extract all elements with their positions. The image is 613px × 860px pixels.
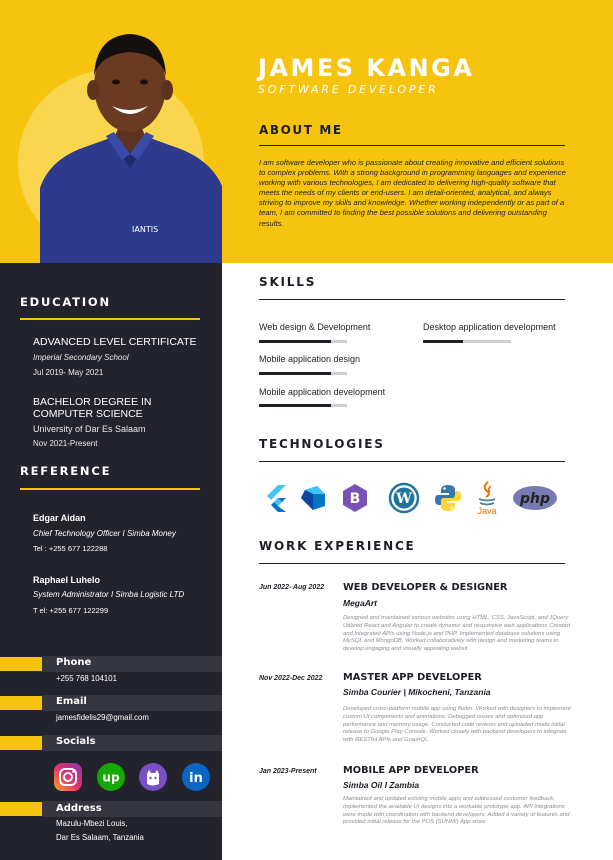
svg-text:IANTIS: IANTIS — [132, 225, 159, 234]
work-description: Designed and maintained various websites using HTML, CSS, JavaScript, and JQuery Utilized React and Angular to create dynamic and responsive web applications Created and integrated APIs using Node.js and PHP. Implemented database solutions using MySQL and MongoDB. Worked collaboratively with design and marketing teams to develop engaging and visually appealing websit — [343, 615, 571, 653]
reference-name: Raphael Luhelo — [33, 575, 101, 585]
reference-heading: REFERENCE — [20, 464, 112, 478]
reference-name: Edgar Aidan — [33, 513, 86, 523]
education-heading: EDUCATION — [20, 295, 111, 309]
wordpress-icon — [387, 478, 421, 518]
education-item-period: Nov 2021-Present — [33, 439, 98, 448]
skill-bar — [259, 404, 347, 407]
socials-heading: Socials — [56, 736, 96, 747]
job-title: SOFTWARE DEVELOPER — [258, 83, 439, 96]
svg-text:in: in — [189, 771, 203, 786]
php-icon — [511, 478, 559, 518]
java-label: Java — [477, 505, 497, 516]
work-role: MOBILE APP DEVELOPER — [343, 765, 479, 776]
instagram-icon[interactable] — [53, 762, 83, 792]
reference-role: Chief Technology Officer I Simba Money — [33, 529, 176, 538]
skill-label: Desktop application development — [423, 322, 556, 332]
reference-tel: Tel : +255 677 122288 — [33, 544, 108, 553]
svg-text:B: B — [349, 491, 361, 507]
github-icon[interactable] — [138, 762, 168, 792]
flutter-icon — [262, 478, 290, 518]
skills-heading: SKILLS — [259, 275, 317, 289]
education-item-school: Imperial Secondary School — [33, 353, 129, 362]
work-divider — [259, 563, 565, 564]
education-item-school: University of Dar Es Salaam — [33, 424, 146, 434]
work-role: WEB DEVELOPER & DESIGNER — [343, 582, 508, 593]
skill-label: Mobile application design — [259, 354, 361, 364]
email-value[interactable]: jamesfidelis29@gmail.com — [56, 713, 149, 722]
phone-heading: Phone — [56, 657, 92, 668]
bootstrap-icon — [338, 478, 372, 518]
svg-text:W: W — [396, 491, 412, 507]
python-icon — [432, 478, 464, 518]
work-description: Developed cross-platform mobile app using flutter. Worked with designers to implement custom UI components and animations. Debugged issues and optimized app performance and memory usage. Conducted code reviews and uploaded mode initial release to Google Play Console. Worked closely with backend developers to integrate with RESTful APIs and GraphQL. — [343, 706, 571, 744]
technologies-heading: TECHNOLOGIES — [259, 437, 385, 451]
reference-role: System Administrator I Simba Logistic LTD — [33, 590, 185, 599]
education-item-title: BACHELOR DEGREE IN COMPUTER SCIENCE — [33, 396, 152, 420]
socials-marker — [0, 736, 42, 750]
person-name: JAMES KANGA — [258, 54, 475, 82]
address-heading: Address — [56, 803, 102, 814]
work-company: Simba Courier | Mikocheni, Tanzania — [343, 687, 491, 697]
work-date: Jan 2023-Present — [259, 768, 317, 775]
dart-icon — [298, 478, 328, 518]
java-icon — [473, 478, 501, 518]
work-description: Maintained and updated existing mobile apps and addressed customer feedback. Implemented the available UI designs into a workable prototype app. API integrations were made with coordination with backend developers. Added a variety of features and provided initial release for the POS (SUNMI) App store. — [343, 796, 570, 826]
email-marker — [0, 696, 42, 710]
education-item-period: Jul 2019- May 2021 — [33, 368, 104, 377]
work-heading: WORK EXPERIENCE — [259, 539, 416, 553]
work-company: MegaArt — [343, 598, 378, 608]
header — [0, 0, 613, 263]
work-date: Jun 2022- Aug 2022 — [259, 584, 325, 591]
work-role: MASTER APP DEVELOPER — [343, 672, 482, 683]
address-line: Mazulu-Mbezi Louis, — [56, 819, 128, 828]
about-heading: ABOUT ME — [259, 123, 343, 137]
upwork-icon[interactable] — [96, 762, 126, 792]
address-line: Dar Es Salaam, Tanzania — [56, 833, 144, 842]
phone-value[interactable]: +255 768 104101 — [56, 674, 117, 683]
phone-marker — [0, 657, 42, 671]
address-marker — [0, 802, 42, 816]
technologies-divider — [259, 461, 565, 462]
about-text: I am software developer who is passionate about creating innovative and efficient solutions to complex problems. With a strong background in programming languages and experience working with various technologies, I am dedicated to delivering high-quality software that meets the needs of my clients or end-users. I am detail-oriented, analytical, and always striving to improve my skills and knowledge. Whether working independently or as part of a team, I am committed to finding the best possible solutions and delivering outstanding results. — [259, 158, 566, 228]
education-divider — [20, 318, 200, 320]
svg-text:php: php — [519, 491, 551, 507]
about-divider — [259, 145, 565, 146]
profile-photo — [40, 18, 222, 263]
skill-bar — [423, 340, 511, 343]
skills-divider — [259, 299, 565, 300]
skill-bar — [259, 372, 347, 375]
education-item-title: ADVANCED LEVEL CERTIFICATE — [33, 336, 197, 348]
skill-bar — [259, 340, 347, 343]
email-heading: Email — [56, 696, 87, 707]
svg-text:up: up — [102, 770, 120, 785]
reference-tel: T el: +255 677 122299 — [33, 606, 109, 615]
reference-divider — [20, 488, 200, 490]
work-company: Simba Oil I Zambia — [343, 780, 420, 790]
work-date: Nov 2022-Dec 2022 — [259, 675, 323, 682]
skill-label: Web design & Development — [259, 322, 371, 332]
linkedin-icon[interactable] — [181, 762, 211, 792]
skill-label: Mobile application development — [259, 387, 386, 397]
